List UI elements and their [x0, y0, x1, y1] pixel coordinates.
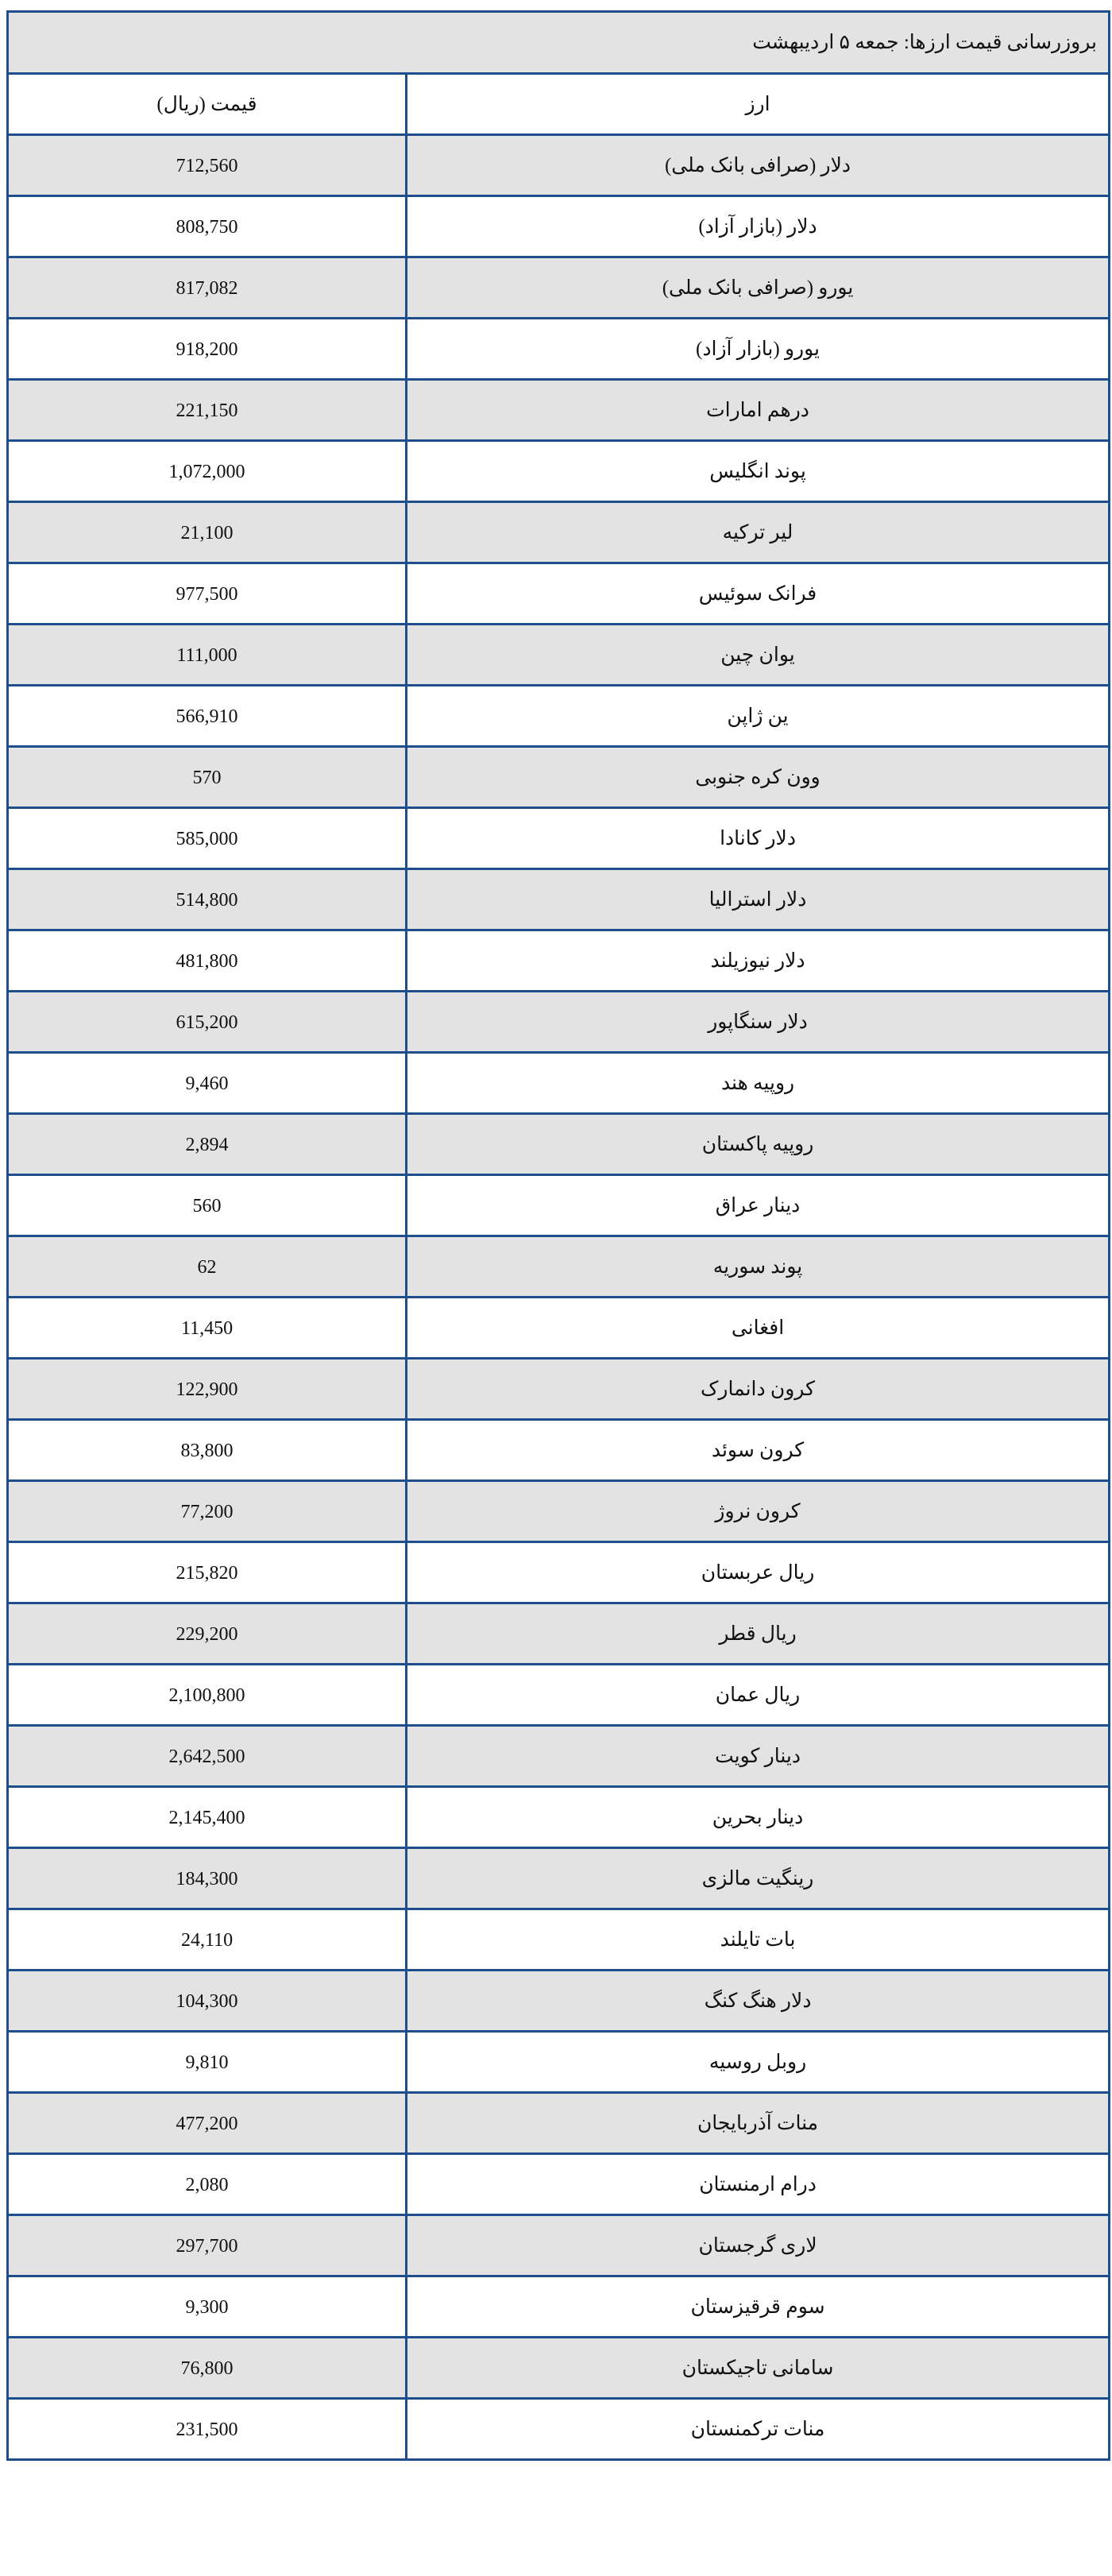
- currency-price-cell: [8, 808, 407, 869]
- table-row: [8, 2276, 1110, 2338]
- table-row: [8, 1236, 1110, 1298]
- currency-name-cell: دلار (بازار آزاد): [407, 196, 1110, 257]
- price-value: 566,910: [176, 706, 238, 727]
- currency-name-cell: یوان چین: [407, 625, 1110, 686]
- price-value: 2,145,400: [168, 1807, 245, 1828]
- currency-name-cell: ریال قطر: [407, 1603, 1110, 1665]
- table-row: [8, 135, 1110, 196]
- currency-price-cell: [8, 2032, 407, 2093]
- price-value: 9,460: [185, 1073, 229, 1094]
- currency-price-table-container: [6, 10, 1108, 2461]
- table-row: [8, 563, 1110, 625]
- price-value: 615,200: [176, 1011, 238, 1033]
- table-row: [8, 1665, 1110, 1726]
- price-value: 570: [192, 767, 222, 788]
- currency-price-cell: [8, 1848, 407, 1909]
- currency-price-table: [6, 10, 1110, 2461]
- price-value: 62: [197, 1256, 217, 1278]
- currency-price-cell: [8, 257, 407, 319]
- table-row: [8, 1726, 1110, 1787]
- currency-name-cell: دلار (صرافی بانک ملی): [407, 135, 1110, 196]
- currency-name-cell: ریال عمان: [407, 1665, 1110, 1726]
- price-value: 231,500: [176, 2419, 238, 2440]
- currency-price-cell: [8, 1787, 407, 1848]
- currency-name-cell: دلار هنگ کنگ: [407, 1971, 1110, 2032]
- table-row: [8, 686, 1110, 747]
- currency-name-cell: رینگیت مالزی: [407, 1848, 1110, 1909]
- currency-price-cell: [8, 135, 407, 196]
- table-row: [8, 319, 1110, 380]
- currency-price-cell: [8, 1298, 407, 1359]
- currency-name-cell: دلار نیوزیلند: [407, 930, 1110, 992]
- price-value: 111,000: [176, 644, 237, 666]
- table-row: [8, 441, 1110, 502]
- currency-name-cell: سوم قرقیزستان: [407, 2276, 1110, 2338]
- table-row: [8, 625, 1110, 686]
- price-value: 2,080: [185, 2174, 229, 2195]
- currency-price-cell: [8, 869, 407, 930]
- table-row: [8, 1175, 1110, 1236]
- price-value: 297,700: [176, 2235, 238, 2257]
- price-column-header: قیمت (ریال): [8, 74, 407, 135]
- price-value: 2,642,500: [168, 1746, 245, 1767]
- price-value: 2,894: [185, 1134, 229, 1155]
- table-row: [8, 1909, 1110, 1971]
- currency-name-cell: فرانک سوئیس: [407, 563, 1110, 625]
- currency-price-cell: [8, 1236, 407, 1298]
- currency-price-cell: [8, 1542, 407, 1603]
- table-row: [8, 992, 1110, 1053]
- price-value: 977,500: [176, 583, 238, 605]
- price-value: 808,750: [176, 216, 238, 238]
- currency-column-header: ارز: [407, 74, 1110, 135]
- table-row: [8, 2399, 1110, 2460]
- table-row: [8, 1971, 1110, 2032]
- price-value: 712,560: [176, 155, 238, 176]
- currency-name-cell: منات آذربایجان: [407, 2093, 1110, 2154]
- currency-name-cell: وون کره جنوبی: [407, 747, 1110, 808]
- price-value: 229,200: [176, 1623, 238, 1645]
- table-row: [8, 1542, 1110, 1603]
- currency-name-cell: دلار کانادا: [407, 808, 1110, 869]
- price-value: 514,800: [176, 889, 238, 911]
- price-value: 215,820: [176, 1562, 238, 1584]
- currency-price-cell: [8, 1053, 407, 1114]
- currency-price-cell: [8, 2215, 407, 2276]
- currency-price-cell: [8, 441, 407, 502]
- table-row: [8, 1481, 1110, 1542]
- table-row: [8, 1114, 1110, 1175]
- price-value: 184,300: [176, 1868, 238, 1889]
- currency-price-cell: [8, 1909, 407, 1971]
- currency-price-cell: [8, 1481, 407, 1542]
- currency-name-cell: دلار استرالیا: [407, 869, 1110, 930]
- currency-name-cell: یورو (بازار آزاد): [407, 319, 1110, 380]
- price-value: 2,100,800: [168, 1684, 245, 1706]
- currency-price-cell: [8, 686, 407, 747]
- currency-name-cell: روپیه پاکستان: [407, 1114, 1110, 1175]
- currency-name-cell: یورو (صرافی بانک ملی): [407, 257, 1110, 319]
- price-value: 9,810: [185, 2052, 229, 2073]
- currency-price-cell: [8, 625, 407, 686]
- currency-price-cell: [8, 2276, 407, 2338]
- price-value: 24,110: [180, 1929, 234, 1951]
- table-row: [8, 1359, 1110, 1420]
- price-value: 9,300: [185, 2296, 229, 2318]
- price-value: 585,000: [176, 828, 238, 849]
- currency-name-cell: بات تایلند: [407, 1909, 1110, 1971]
- table-header-row: [8, 74, 1110, 135]
- currency-name-cell: پوند انگلیس: [407, 441, 1110, 502]
- price-value: 918,200: [176, 338, 238, 360]
- currency-name-cell: دینار بحرین: [407, 1787, 1110, 1848]
- table-title: بروزرسانی قیمت ارزها: جمعه ۵ اردیبهشت: [8, 12, 1110, 74]
- currency-price-cell: [8, 380, 407, 441]
- currency-name-cell: پوند سوریه: [407, 1236, 1110, 1298]
- currency-price-cell: [8, 1665, 407, 1726]
- table-row: [8, 1420, 1110, 1481]
- currency-price-cell: [8, 2338, 407, 2399]
- currency-price-cell: [8, 1420, 407, 1481]
- table-row: [8, 196, 1110, 257]
- currency-price-cell: [8, 563, 407, 625]
- currency-name-cell: روبل روسیه: [407, 2032, 1110, 2093]
- table-row: [8, 2154, 1110, 2215]
- table-row: [8, 1848, 1110, 1909]
- price-value: 77,200: [180, 1501, 234, 1522]
- currency-price-cell: [8, 1971, 407, 2032]
- table-row: [8, 747, 1110, 808]
- price-value: 83,800: [180, 1440, 234, 1461]
- currency-name-cell: کرون نروژ: [407, 1481, 1110, 1542]
- currency-name-cell: ریال عربستان: [407, 1542, 1110, 1603]
- currency-price-cell: [8, 502, 407, 563]
- price-value: 481,800: [176, 950, 238, 972]
- table-row: [8, 1053, 1110, 1114]
- table-row: [8, 502, 1110, 563]
- table-row: [8, 2215, 1110, 2276]
- table-row: [8, 2338, 1110, 2399]
- currency-price-cell: [8, 1603, 407, 1665]
- currency-price-cell: [8, 2154, 407, 2215]
- price-value: 817,082: [176, 277, 238, 299]
- table-row: [8, 930, 1110, 992]
- currency-name-cell: دینار عراق: [407, 1175, 1110, 1236]
- currency-price-cell: [8, 2093, 407, 2154]
- currency-price-cell: [8, 2399, 407, 2460]
- table-row: [8, 2032, 1110, 2093]
- currency-price-cell: [8, 1726, 407, 1787]
- currency-price-cell: [8, 747, 407, 808]
- currency-price-cell: [8, 319, 407, 380]
- currency-name-cell: ین ژاپن: [407, 686, 1110, 747]
- currency-price-cell: [8, 992, 407, 1053]
- currency-price-cell: [8, 196, 407, 257]
- table-row: [8, 808, 1110, 869]
- currency-name-cell: لاری گرجستان: [407, 2215, 1110, 2276]
- price-value: 1,072,000: [168, 461, 245, 482]
- table-title-row: [8, 12, 1110, 74]
- currency-name-cell: کرون دانمارک: [407, 1359, 1110, 1420]
- table-row: [8, 257, 1110, 319]
- price-value: 122,900: [176, 1379, 238, 1400]
- table-row: [8, 1603, 1110, 1665]
- currency-name-cell: سامانی تاجیکستان: [407, 2338, 1110, 2399]
- currency-price-cell: [8, 1359, 407, 1420]
- price-value: 11,450: [180, 1317, 234, 1339]
- table-row: [8, 1787, 1110, 1848]
- price-value: 477,200: [176, 2113, 238, 2134]
- currency-name-cell: درام ارمنستان: [407, 2154, 1110, 2215]
- currency-name-cell: دینار کویت: [407, 1726, 1110, 1787]
- currency-name-cell: لیر ترکیه: [407, 502, 1110, 563]
- price-value: 21,100: [180, 522, 234, 543]
- price-value: 221,150: [176, 400, 238, 421]
- currency-name-cell: دلار سنگاپور: [407, 992, 1110, 1053]
- currency-price-cell: [8, 930, 407, 992]
- currency-name-cell: افغانی: [407, 1298, 1110, 1359]
- currency-price-cell: [8, 1114, 407, 1175]
- price-value: 76,800: [180, 2357, 234, 2379]
- table-row: [8, 1298, 1110, 1359]
- price-value: 560: [192, 1195, 222, 1216]
- currency-name-cell: درهم امارات: [407, 380, 1110, 441]
- price-value: 104,300: [176, 1990, 238, 2012]
- currency-name-cell: کرون سوئد: [407, 1420, 1110, 1481]
- table-row: [8, 380, 1110, 441]
- table-row: [8, 2093, 1110, 2154]
- currency-name-cell: منات ترکمنستان: [407, 2399, 1110, 2460]
- table-row: [8, 869, 1110, 930]
- currency-price-cell: [8, 1175, 407, 1236]
- currency-name-cell: روپیه هند: [407, 1053, 1110, 1114]
